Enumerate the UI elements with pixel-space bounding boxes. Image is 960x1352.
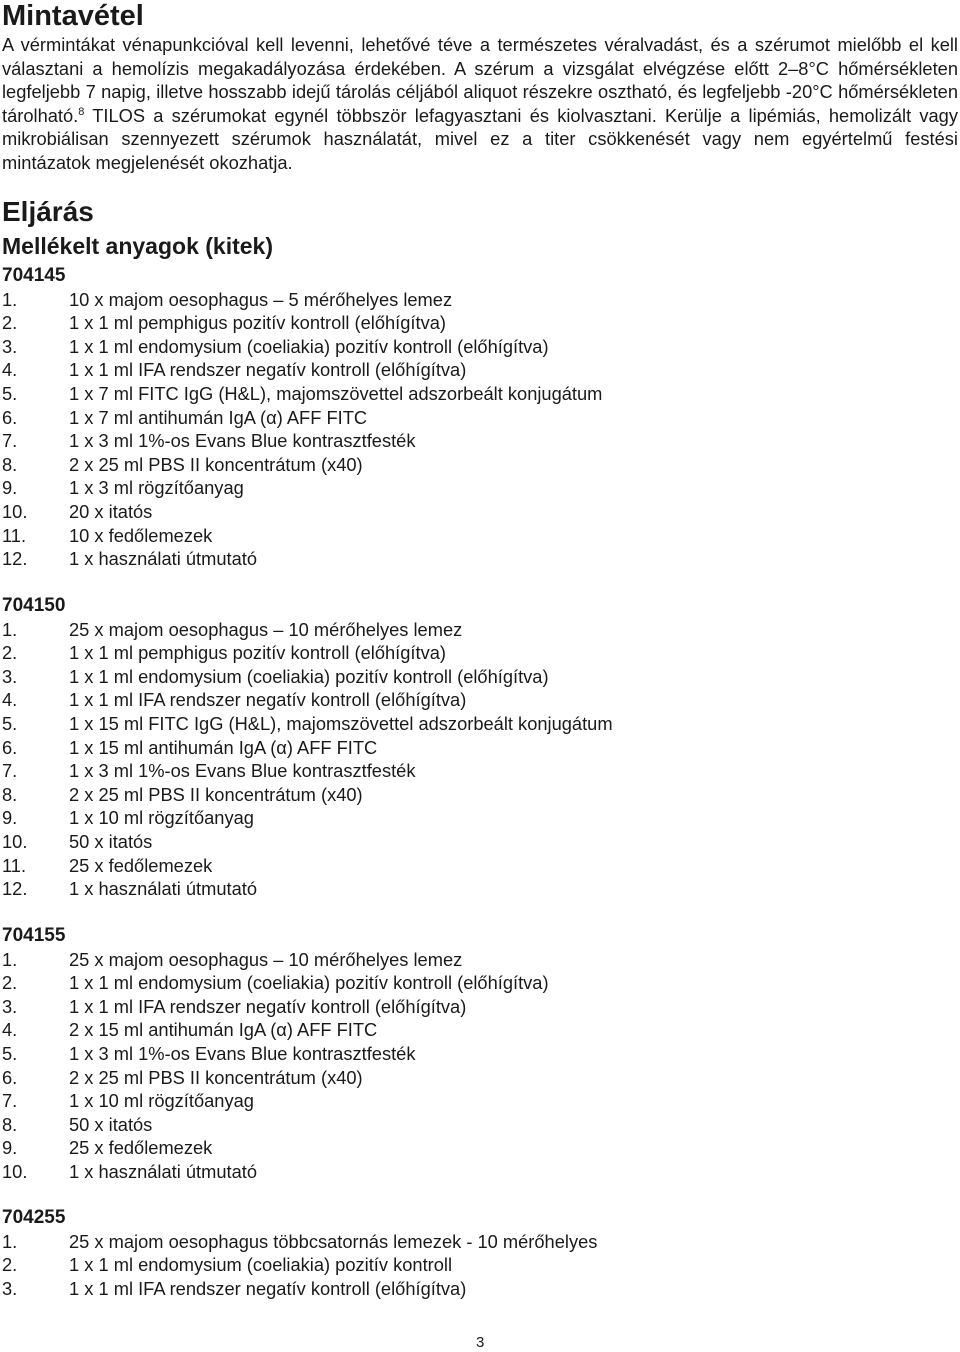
kit-item (2, 688, 942, 712)
kit-item (2, 524, 942, 548)
item-number: 12. (2, 878, 28, 900)
paragraph-text-part1: A vérmintákat vénapunkcióval kell levenni, lehetővé téve a természetes véralvadást, és a szérumot mielőbb el kell választani a hemolízis megakadályozása érdekében. A szérum a vizsgálat elvégzése előtt 2–8°C hőmérsékleten legfeljebb 7 napig, illetve hosszabb idejű tárolás céljából aliquot részekre osztható, és legfeljebb -20°C hőmérsékleten tárolható. (2, 34, 958, 126)
item-number: 5. (2, 712, 18, 734)
item-number: 7. (2, 430, 18, 452)
item-number: 11. (2, 524, 27, 546)
kit-item (2, 1042, 942, 1066)
item-number: 4. (2, 689, 18, 711)
item-text: 1 x 7 ml FITC IgG (H&L), majomszövettel adszorbeált konjugátum (69, 382, 603, 404)
kit-item (2, 783, 942, 807)
item-text: 20 x itatós (69, 500, 153, 522)
item-text: 25 x fedőlemezek (69, 1137, 213, 1159)
item-number: 11. (2, 854, 27, 876)
item-number: 2. (2, 312, 18, 334)
item-number: 3. (2, 1277, 18, 1299)
item-text: 1 x használati útmutató (69, 548, 257, 570)
item-number: 2. (2, 972, 18, 994)
kit-item (2, 641, 942, 665)
kit-item (2, 759, 942, 783)
kit-item (2, 382, 942, 406)
item-number: 10. (2, 500, 28, 522)
item-text: 1 x 1 ml endomysium (coeliakia) pozitív kontroll (előhígítva) (69, 335, 549, 357)
kit-704155 (2, 924, 942, 1184)
kit-item-list (2, 948, 942, 1184)
procedure-title: Eljárás (2, 196, 94, 227)
item-number: 8. (2, 783, 18, 805)
page-number: 3 (476, 1334, 485, 1351)
item-number: 4. (2, 359, 18, 381)
kit-item (2, 971, 942, 995)
item-text: 50 x itatós (69, 830, 153, 852)
kit-item (2, 1066, 942, 1090)
sampling-paragraph (2, 33, 958, 174)
item-number: 1. (2, 618, 18, 640)
kit-704150 (2, 594, 942, 901)
kit-item (2, 1113, 942, 1137)
kit-item (2, 358, 942, 382)
kit-item (2, 854, 942, 878)
kit-item (2, 995, 942, 1019)
item-text: 1 x használati útmutató (69, 1160, 257, 1182)
item-number: 10. (2, 1160, 28, 1182)
item-number: 1. (2, 288, 18, 310)
item-text: 25 x majom oesophagus többcsatornás lemezek - 10 mérőhelyes (69, 1230, 598, 1252)
item-text: 1 x 1 ml endomysium (coeliakia) pozitív kontroll (előhígítva) (69, 665, 549, 687)
kit-item (2, 335, 942, 359)
kit-item (2, 830, 942, 854)
kit-item-list (2, 288, 942, 571)
section-title: Mintavétel (2, 0, 144, 32)
kit-item (2, 1018, 942, 1042)
item-text: 1 x 1 ml endomysium (coeliakia) pozitív kontroll (előhígítva) (69, 972, 549, 994)
item-text: 1 x 10 ml rögzítőanyag (69, 807, 254, 829)
kit-item (2, 406, 942, 430)
item-number: 8. (2, 453, 18, 475)
kit-code: 704155 (2, 925, 66, 946)
item-number: 9. (2, 477, 18, 499)
kit-item (2, 736, 942, 760)
item-number: 2. (2, 642, 18, 664)
item-text: 2 x 25 ml PBS II koncentrátum (x40) (69, 453, 363, 475)
kit-item (2, 500, 942, 524)
item-text: 1 x 7 ml antihumán IgA (α) AFF FITC (69, 406, 368, 428)
kit-item (2, 877, 942, 901)
kit-item (2, 1160, 942, 1184)
item-number: 1. (2, 1230, 18, 1252)
kit-item (2, 618, 942, 642)
footnote-reference: 8 (78, 105, 85, 118)
item-number: 3. (2, 995, 18, 1017)
item-text: 1 x 3 ml 1%-os Evans Blue kontrasztfesték (69, 1042, 416, 1064)
item-text: 10 x majom oesophagus – 5 mérőhelyes lemez (69, 288, 453, 310)
kit-704145 (2, 264, 942, 571)
item-text: 1 x 15 ml FITC IgG (H&L), majomszövettel adszorbeált konjugátum (69, 712, 613, 734)
paragraph-text-part2: TILOS a szérumokat egynél többször lefagyasztani és kiolvasztani. Kerülje a lipémiás, hemolizált vagy mikrobiálisan szennyezett szérumok használatát, mivel ez a titer csökkenését vagy nem egyértelmű festési mintázatok megjelenését okozhatja. (2, 104, 958, 173)
item-text: 1 x 1 ml pemphigus pozitív kontroll (előhígítva) (69, 312, 446, 334)
procedure-subtitle: Mellékelt anyagok (kitek) (2, 233, 273, 259)
item-number: 12. (2, 548, 28, 570)
kit-code: 704145 (2, 265, 66, 286)
item-number: 7. (2, 1090, 18, 1112)
kit-704255 (2, 1206, 942, 1300)
item-text: 25 x majom oesophagus – 10 mérőhelyes lemez (69, 618, 463, 640)
kit-item (2, 806, 942, 830)
kit-item (2, 429, 942, 453)
item-number: 3. (2, 335, 18, 357)
item-text: 2 x 25 ml PBS II koncentrátum (x40) (69, 1066, 363, 1088)
item-text: 1 x 1 ml IFA rendszer negatív kontroll (előhígítva) (69, 1277, 467, 1299)
kit-item (2, 665, 942, 689)
kit-item (2, 547, 942, 571)
kit-item (2, 476, 942, 500)
item-number: 10. (2, 830, 28, 852)
item-number: 1. (2, 948, 18, 970)
item-text: 1 x 10 ml rögzítőanyag (69, 1090, 254, 1112)
item-text: 1 x 3 ml 1%-os Evans Blue kontrasztfesték (69, 760, 416, 782)
item-number: 6. (2, 736, 18, 758)
item-number: 3. (2, 665, 18, 687)
item-number: 4. (2, 1019, 18, 1041)
item-number: 7. (2, 760, 18, 782)
item-text: 1 x 1 ml IFA rendszer negatív kontroll (előhígítva) (69, 359, 467, 381)
kit-item (2, 948, 942, 972)
item-text: 10 x fedőlemezek (69, 524, 213, 546)
kit-item-list (2, 618, 942, 901)
item-text: 1 x 1 ml IFA rendszer negatív kontroll (előhígítva) (69, 995, 467, 1017)
kit-item (2, 712, 942, 736)
item-number: 9. (2, 1137, 18, 1159)
kit-item (2, 311, 942, 335)
item-text: 2 x 15 ml antihumán IgA (α) AFF FITC (69, 1019, 378, 1041)
item-text: 1 x 15 ml antihumán IgA (α) AFF FITC (69, 736, 378, 758)
item-number: 8. (2, 1113, 18, 1135)
kit-code: 704150 (2, 595, 66, 616)
item-text: 1 x 3 ml rögzítőanyag (69, 477, 244, 499)
kit-code: 704255 (2, 1207, 66, 1228)
item-text: 25 x majom oesophagus – 10 mérőhelyes lemez (69, 948, 463, 970)
item-number: 6. (2, 406, 18, 428)
item-number: 2. (2, 1254, 18, 1276)
item-number: 9. (2, 807, 18, 829)
kit-item (2, 1230, 942, 1254)
item-text: 1 x 1 ml IFA rendszer negatív kontroll (előhígítva) (69, 689, 467, 711)
kit-item (2, 453, 942, 477)
item-number: 5. (2, 1042, 18, 1064)
kit-item (2, 1253, 942, 1277)
item-text: 1 x használati útmutató (69, 878, 257, 900)
kit-item (2, 1089, 942, 1113)
item-text: 1 x 3 ml 1%-os Evans Blue kontrasztfesték (69, 430, 416, 452)
item-number: 6. (2, 1066, 18, 1088)
kit-item (2, 1136, 942, 1160)
item-number: 5. (2, 382, 18, 404)
kit-item-list (2, 1230, 942, 1301)
item-text: 1 x 1 ml pemphigus pozitív kontroll (előhígítva) (69, 642, 446, 664)
item-text: 25 x fedőlemezek (69, 854, 213, 876)
kit-item (2, 1277, 942, 1301)
item-text: 50 x itatós (69, 1113, 153, 1135)
kit-item (2, 288, 942, 312)
item-text: 2 x 25 ml PBS II koncentrátum (x40) (69, 783, 363, 805)
item-text: 1 x 1 ml endomysium (coeliakia) pozitív kontroll (69, 1254, 453, 1276)
